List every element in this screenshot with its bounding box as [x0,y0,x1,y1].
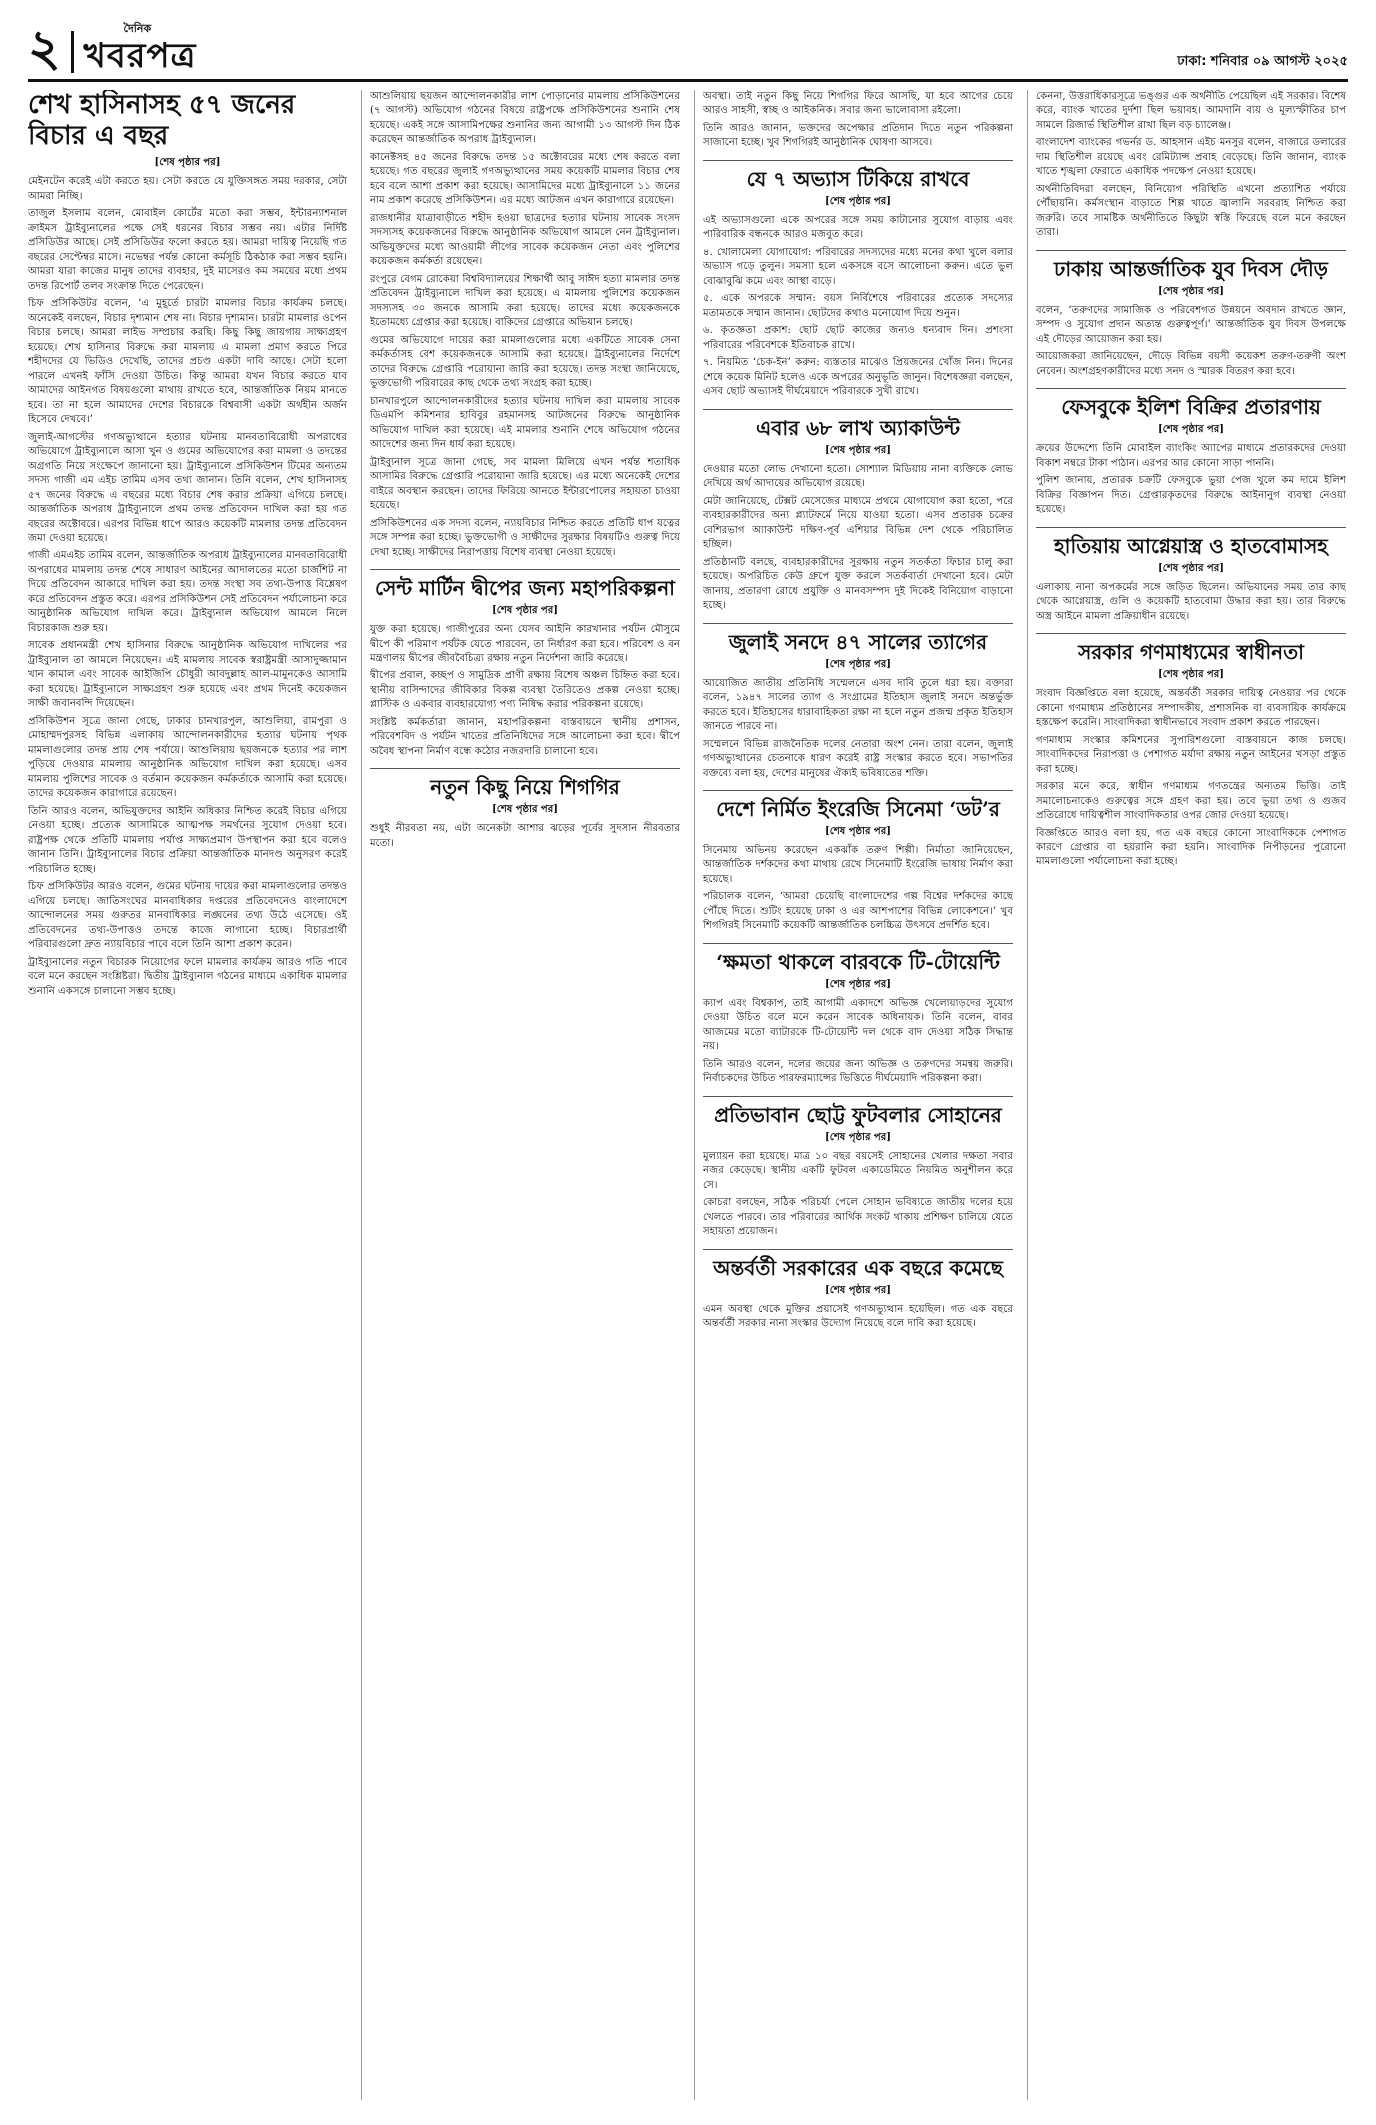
column-3 [694,90,1013,2100]
story-paragraph: চানখারপুলে আন্দোলনকারীদের হত্যার ঘটনায় দাখিল করা মামলায় সাবেক ডিএমপি কমিশনার হাবিবুর রহমানসহ আটজনের বিরুদ্ধে আনুষ্ঠানিক অভিযোগ দাখিল করা হয়েছে। এই মামলার শুনানি শেষে অভিযোগ গঠনের আদেশের জন্য দিন ধার্য করা হয়েছে। [370,395,680,451]
story-paragraph: সংশ্লিষ্ট কর্মকর্তারা জানান, মহাপরিকল্পনা বাস্তবায়নে স্থানীয় প্রশাসন, পরিবেশবিদ ও পর্যটন খাতের প্রতিনিধিদের সঙ্গে আলোচনা করা হবে। দ্বীপে অবৈধ স্থাপনা নির্মাণ বন্ধে কঠোর নজরদারি চালানো হবে। [370,716,680,757]
story-paragraph: অবস্থা। তাই নতুন কিছু নিয়ে শিগগির ফিরে আসছি, যা হবে আগের চেয়ে আরও সাহসী, স্বচ্ছ ও আইকনিক। সবার জন্য ভালোবাসা রইলো। [703,91,1013,117]
story-paragraph: ৫. একে অপরকে সম্মান: বয়স নির্বিশেষে পরিবারের প্রত্যেক সদস্যের মতামতকে সম্মান জানান। ছোটদের কথাও মনোযোগ দিয়ে শুনুন। [703,293,1013,319]
story-paragraph: রংপুরে বেগম রোকেয়া বিশ্ববিদ্যালয়ের শিক্ষার্থী আবু সাঈদ হত্যা মামলার তদন্ত প্রতিবেদন ট্রাইব্যুনালে দাখিল করা হয়েছে। এ মামলায় পুলিশের কয়েকজন সদস্যসহ ৩০ জনকে আসামি করা হয়েছে। তাদের মধ্যে কয়েকজনকে ইতোমধ্যে গ্রেপ্তার করা হয়েছে। বাকিদের গ্রেপ্তারে অভিযান চলছে। [370,273,680,329]
logo-small-text: দৈনিক [123,22,152,35]
continued-label: [শেষ পৃষ্ঠার পর] [825,825,891,837]
story-paragraph: তাজুল ইসলাম বলেন, মোবাইল কোর্টের মতো করা সম্ভব, ইন্টারন্যাশনাল ক্রাইমস ট্রাইব্যুনালের পক্ষে সেই ধরনের বিচার সম্ভব নয়। এটার নির্দিষ্ট প্রসিডিউর আছে। সেই প্রসিডিউর ফলো করতে হয়। আমরা দায়িত্ব নিয়েছি গত বছরের সেপ্টেম্বর মাসে। নভেম্বর পর্যন্ত কোনো কর্মসূচি ঠিকঠাক করা সম্ভব হয়নি। আমরা যারা কাজের মানুষ তাদের ব্যবহার, দুই মাসেরও কম সময়ের মধ্যে প্রথম তদন্ত রিপোর্ট তলব সংক্রান্ত দিতে পেরেছেন। [28,208,347,292]
newspaper-logo [83,20,197,76]
news-story [1036,385,1346,517]
story-paragraph: ৬. কৃতজ্ঞতা প্রকাশ: ছোট ছোট কাজের জন্যও ধন্যবাদ দিন। প্রশংসা পরিবারের পরিবেশকে ইতিবাচক রাখে। [703,325,1013,351]
news-story [703,940,1013,1087]
continued-label: [শেষ পৃষ্ঠার পর] [1158,669,1224,681]
story-paragraph: এমন অবস্থা থেকে মুক্তির প্রয়াসেই গণঅভ্যুত্থান হয়েছিল। গত এক বছরে অন্তর্বর্তী সরকার নানা সংস্কার উদ্যোগ নিয়েছে বলে দাবি করা হয়েছে। [703,1303,1013,1330]
story-paragraph: চিফ প্রসিকিউটর বলেন, ‘এ মুহূর্তে চারটা মামলার বিচার কার্যক্রম চলছে। অনেকেই বলছেন, বিচার দৃশ্যমান শেষ না। বিচার দৃশ্যমান। চারটা মামলার ওপেন বিচার চলছে। আমরা লাইভ সম্প্রচার করছি। কিছু কিছু জায়গায় সাক্ষ্যগ্রহণ হয়েছে। শেখ হাসিনার বিরুদ্ধে করা মামলায় এ মামলা প্রমাণ করতে পিরে শহীদদের যে ভিডিও দেখেছি, তাদের প্রচণ্ড একটা দাবি আছে। সেটা হলো পারলে এখনই ফাঁসি দেওয়া উচিত। কিন্তু আমরা যখন বিচার করতে যাব আমাদের আইনগত বিষয়গুলো মাথায় রাখতে হবে, আন্তর্জাতিক নিয়ম মানতে হবে। তা না হলে আমাদের দেশের বিচারকে বিশ্ববাসী একটা অর্থহীন অর্জন হিসেবে দেখবে।’ [28,298,347,426]
story-paragraph: গণমাধ্যম সংস্কার কমিশনের সুপারিশগুলো বাস্তবায়নে কাজ চলছে। সাংবাদিকদের নিরাপত্তা ও পেশাগত মর্যাদা রক্ষায় নতুন আইনের খসড়া প্রস্তুত করা হচ্ছে। [1036,734,1346,775]
story-headline[interactable]: এবার ৬৮ লাখ অ্যাকাউন্ট [756,415,960,440]
column-4 [1027,90,1346,2100]
column-2 [361,90,680,2100]
story-paragraph: পুলিশ জানায়, প্রতারক চক্রটি ফেসবুকে ভুয়া পেজ খুলে কম দামে ইলিশ বিক্রির বিজ্ঞাপন দিত। গ্রেপ্তারকৃতদের বিরুদ্ধে আইনানুগ ব্যবস্থা নেওয়া হয়েছে। [1036,475,1346,516]
continued-label: [শেষ পৃষ্ঠার পর] [825,658,891,670]
story-divider [703,943,1013,944]
story-paragraph: কানেক্টসহ ৪৫ জনের বিরুদ্ধে তদন্ত ১৫ অক্টোবরের মধ্যে শেষ করতে বলা হয়েছে। গত বছরের জুলাই গণঅভ্যুত্থানের সময় কয়েকটি মামলার বিচার শেষ হবে বলে আশা প্রকাশ করা হয়েছে। আসামিদের মধ্যে ট্রাইব্যুনালে ১১ জনের নাম প্রকাশ করেছে প্রসিকিউশন। এর মধ্যে আটজন এখন কারাগারে রয়েছেন। [370,151,680,207]
story-headline[interactable]: নতুন কিছু নিয়ে শিগগির [430,775,620,800]
story-paragraph: ৭. নিয়মিত ‘চেক-ইন’ করুন: ব্যস্ততার মাঝেও প্রিয়জনের খোঁজ নিন। দিনের শেষে কয়েক মিনিট হলেও একে অপরের অনুভূতি জানুন। বিশেষজ্ঞরা বলছেন, এসব ছোট অভ্যাসই দীর্ঘমেয়াদে পরিবারকে সুখী রাখে। [703,357,1013,398]
continued-label: [শেষ পৃষ্ঠার পর] [825,195,891,207]
news-story [703,1246,1013,1332]
story-paragraph: এলাকায় নানা অপকর্মের সঙ্গে জড়িত ছিলেন। অভিযানের সময় তার কাছ থেকে আগ্নেয়াস্ত্র, গুলি ও কয়েকটি হাতবোমা উদ্ধার করা হয়। তার বিরুদ্ধে অস্ত্র আইনে মামলা প্রক্রিয়াধীন রয়েছে। [1036,581,1346,622]
story-paragraph: বাংলাদেশ ব্যাংকের গভর্নর ড. আহসান এইচ মনসুর বলেন, বাজারে ডলারের দাম স্থিতিশীল রয়েছে এবং রেমিট্যান্স প্রবাহ বেড়েছে। তিনি জানান, ব্যাংক খাতে শৃঙ্খলা ফেরাতে একাধিক পদক্ষেপ নেওয়া হয়েছে। [1036,137,1346,178]
story-paragraph: জুলাই-আগস্টের গণঅভ্যুত্থানে হত্যার ঘটনায় মানবতাবিরোধী অপরাধের অভিযোগে ট্রাইব্যুনালে আসা খুন ও গুমের অভিযোগের করা মামলা ও তদন্তের অগ্রগতি নিয়ে সংক্ষেপে জানানো হয়। ট্রাইব্যুনালে প্রসিকিউশন টিমের অন্যতম সদস্য গাজী এম এইচ তামিম এসব তথ্য জানান। তিনি বলেন, শেখ হাসিনাসহ ৫৭ জনের বিরুদ্ধে এ বছরের মধ্যে বিচার শেষ করার প্রক্রিয়া এগিয়ে চলছে। আন্তর্জাতিক অপরাধ ট্রাইব্যুনালে প্রথম তদন্ত প্রতিবেদন দাখিল করা হয় গত বছরের অক্টোবরে। এরপর বিভিন্ন ধাপে আরও কয়েকটি মামলার তদন্ত প্রতিবেদন জমা দেওয়া হয়েছে। [28,431,347,544]
news-story [1036,524,1346,624]
story-paragraph: দেওয়ার মতো লোভ দেখানো হতো। সোশ্যাল মিডিয়ায় নানা ব্যক্তিকে লোভ দেখিয়ে অর্থ আদায়ের অভিযোগ রয়েছে। [703,463,1013,490]
dateline: ঢাকা: শনিবার ০৯ আগস্ট ২০২৫ [1177,54,1348,69]
story-paragraph: অর্থনীতিবিদরা বলছেন, বিনিয়োগ পরিস্থিতি এখনো প্রত্যাশিত পর্যায়ে পৌঁছায়নি। কর্মসংস্থান বাড়াতে শিল্প খাতে জ্বালানি সরবরাহ নিশ্চিত করা জরুরি। তবে সামষ্টিক অর্থনীতিতে কিছুটা স্বস্তি ফিরেছে বলে মনে করছেন তারা। [1036,183,1346,239]
story-headline[interactable]: প্রতিভাবান ছোট্ট ফুটবলার সোহানের [714,1102,1002,1127]
news-story [1036,90,1346,241]
story-headline[interactable]: হাতিয়ায় আগ্নেয়াস্ত্র ও হাতবোমাসহ [1054,533,1328,558]
story-paragraph: আশুলিয়ায় ছয়জন আন্দোলনকারীর লাশ পোড়ানোর মামলায় প্রসিকিউশনের (৭ আগস্ট) অভিযোগ গঠনের বিষয়ে রাষ্ট্রপক্ষে প্রসিকিউশনের শুনানি শেষ হয়েছে। একই সঙ্গে আসামিপক্ষের শুনানির জন্য আগামী ১৩ আগস্ট দিন ঠিক করেছেন আন্তর্জাতিক অপরাধ ট্রাইব্যুনাল। [370,91,680,146]
news-story [370,90,680,560]
story-paragraph: বলেন, ‘তরুণদের সামাজিক ও পরিবেশগত উন্নয়নে অবদান রাখতে জ্ঞান, সম্পদ ও সুযোগ প্রদান অত্যন্ত গুরুত্বপূর্ণ।’ আন্তর্জাতিক যুব দিবস উপলক্ষে এই দৌড়ের আয়োজন করা হয়। [1036,304,1346,345]
story-divider [703,160,1013,161]
news-story [370,765,680,851]
story-divider [1036,633,1346,634]
story-paragraph: কেননা, উত্তরাধিকারসূত্রে ভঙ্গুর এক অর্থনীতি পেয়েছিল এই সরকার। বিশেষ করে, ব্যাংক খাতের দুর্দশা ছিল ভয়াবহ। আমদানি ব্যয় ও মূল্যস্ফীতির চাপ সামলে রিজার্ভ স্থিতিশীল রাখা ছিল বড় চ্যালেঞ্জ। [1036,91,1346,131]
continued-label: [শেষ পৃষ্ঠার পর] [1158,562,1224,574]
continued-label: [শেষ পৃষ্ঠার পর] [1158,424,1224,436]
story-headline[interactable]: শেখ হাসিনাসহ ৫৭ জনের বিচার এ বছর [28,90,296,152]
story-paragraph: প্রতিষ্ঠানটি বলছে, ব্যবহারকারীদের সুরক্ষায় নতুন সতর্কতা ফিচার চালু করা হয়েছে। অপরিচিত কেউ গ্রুপে যুক্ত করলে সতর্কবার্তা দেখানো হবে। মেটা জানায়, প্রতারণা রোধে প্রযুক্তি ও মানবসম্পদ দুই দিকেই বিনিয়োগ বাড়ানো হচ্ছে। [703,556,1013,612]
story-paragraph: কোচরা বলছেন, সঠিক পরিচর্যা পেলে সোহান ভবিষ্যতে জাতীয় দলের হয়ে খেলতে পারবে। তার পরিবারের আর্থিক সংকট থাকায় প্রশিক্ষণ চালিয়ে যেতে সহায়তা প্রয়োজন। [703,1197,1013,1238]
story-paragraph: তিনি আরও বলেন, দলের জয়ের জন্য অভিজ্ঞ ও তরুণদের সমন্বয় জরুরি। নির্বাচকদের উচিত পারফরম্যান্সের ভিত্তিতে দীর্ঘমেয়াদি পরিকল্পনা করা। [703,1058,1013,1085]
columns-container [28,90,1348,2100]
story-headline[interactable]: সেন্ট মার্টিন দ্বীপের জন্য মহাপরিকল্পনা [375,576,675,601]
story-paragraph: মুল্যায়ন করা হয়েছে। মাত্র ১০ বছর বয়সেই সোহানের খেলার দক্ষতা সবার নজর কেড়েছে। স্থানীয় একটি ফুটবল একাডেমিতে নিয়মিত অনুশীলন করে সে। [703,1150,1013,1191]
continued-label: [শেষ পৃষ্ঠার পর] [492,605,558,617]
story-paragraph: ট্রাইব্যুনাল সূত্রে জানা গেছে, সব মামলা মিলিয়ে এখন পর্যন্ত শতাধিক আসামির বিরুদ্ধে গ্রেপ্তারি পরোয়ানা জারি হয়েছে। এর মধ্যে অনেকেই দেশের বাইরে অবস্থান করছেন। তাদের ফিরিয়ে আনতে ইন্টারপোলের সহায়তা চাওয়া হয়েছে। [370,456,680,512]
news-story [703,620,1013,781]
story-paragraph: সিনেমায় অভিনয় করেছেন একঝাঁক তরুণ শিল্পী। নির্মাতা জানিয়েছেন, আন্তর্জাতিক দর্শকদের কথা মাথায় রেখে সিনেমাটি ইংরেজি ভাষায় নির্মাণ করা হয়েছে। [703,844,1013,885]
story-paragraph: ক্রয়ের উদ্দেশ্যে তিনি মোবাইল ব্যাংকিং অ্যাপের মাধ্যমে প্রতারকদের দেওয়া বিকাশ নম্বরে টাকা পাঠান। এরপর আর কোনো সাড়া পাননি। [1036,443,1346,469]
story-paragraph: শুধুই নীরবতা নয়, এটা অনেকটা আশার ঝড়ের পূর্বের সুদসান নীরবতার মতো। [370,823,680,849]
story-headline[interactable]: ঢাকায় আন্তর্জাতিক যুব দিবস দৌড় [1054,256,1328,281]
story-paragraph: সাবেক প্রধানমন্ত্রী শেখ হাসিনার বিরুদ্ধে আনুষ্ঠানিক অভিযোগ দাখিলের পর ট্রাইব্যুনাল তা আমলে নিয়েছেন। এই মামলায় সাবেক স্বরাষ্ট্রমন্ত্রী আসাদুজ্জামান খান কামাল এবং সাবেক আইজিপি চৌধুরী আবদুল্লাহ আল-মামুনকেও আসামি করা হয়েছে। ট্রাইব্যুনালে সাক্ষ্যগ্রহণ শুরু হয়েছে এবং প্রথম দিনেই কয়েকজন সাক্ষী জবানবন্দি দিয়েছেন। [28,640,347,710]
story-paragraph: এই অভ্যাসগুলো একে অপরের সঙ্গে সময় কাটানোর সুযোগ বাড়ায় এবং পারিবারিক বন্ধনকে আরও মজবুত করে। [703,214,1013,241]
story-paragraph: মেটা জানিয়েছে, টেক্সট মেসেজের মাধ্যমে প্রথমে যোগাযোগ করা হতো, পরে ব্যবহারকারীদের অন্য প্ল্যাটফর্মে নিয়ে যাওয়া হতো। এসব প্রতারক চক্রের বেশিরভাগ অ্যাকাউন্ট দক্ষিণ-পূর্ব এশিয়ার বিভিন্ন দেশ থেকে পরিচালিত হচ্ছিল। [703,495,1013,551]
story-divider [1036,250,1346,251]
news-story [703,406,1013,614]
story-divider [703,790,1013,791]
news-story [703,90,1013,151]
column-1 [28,90,347,2100]
continued-label: [শেষ পৃষ্ঠার পর] [1158,285,1224,297]
story-paragraph: রাজধানীর যাত্রাবাড়ীতে শহীদ হওয়া ছাত্রদের হত্যার ঘটনায় সাবেক সংসদ সদস্যসহ কয়েকজনের বিরুদ্ধে আনুষ্ঠানিক অভিযোগ আমলে নেন ট্রাইব্যুনাল। অভিযুক্তদের মধ্যে আওয়ামী লীগের সাবেক কয়েকজন নেতা এবং পুলিশের কয়েকজন কর্মকর্তা রয়েছেন। [370,212,680,268]
news-story [1036,247,1346,379]
story-paragraph: আয়োজকরা জানিয়েছেন, দৌড়ে বিভিন্ন বয়সী কয়েকশ তরুণ-তরুণী অংশ নেবেন। অংশগ্রহণকারীদের মধ্যে সনদ ও স্মারক বিতরণ করা হবে। [1036,351,1346,377]
story-headline[interactable]: সরকার গণমাধ্যমের স্বাধীনতা [1078,640,1304,665]
story-paragraph: যুক্ত করা হয়েছে। গাজীপুরের অন্য যেসব আইনি কারখানার পর্যটন মৌসুমে দ্বীপে কী পরিমাণ পর্যটক যেতে পারবেন, তা নির্ধারণ করা হবে। পরিবেশ ও বন মন্ত্রণালয় দ্বীপের জীববৈচিত্র্য রক্ষায় নতুন নির্দেশনা জারি করেছে। [370,624,680,664]
story-paragraph: চিফ প্রসিকিউটর আরও বলেন, গুমের ঘটনায় দায়ের করা মামলাগুলোর তদন্তও এগিয়ে চলছে। জাতিসংঘের মানবাধিকার দপ্তরের প্রতিবেদনেও বাংলাদেশে আন্দোলনের সময় গুরুতর মানবাধিকার লঙ্ঘনের তথ্য উঠে এসেছে। ওই প্রতিবেদনের তথ্য-উপাত্তও তদন্তে কাজে লাগানো হচ্ছে। বিচারপ্রার্থী পরিবারগুলো দ্রুত ন্যায়বিচার পাবে বলে তিনি আশা প্রকাশ করেন। [28,881,347,951]
story-paragraph: পরিচালক বলেন, ‘আমরা চেয়েছি বাংলাদেশের গল্প বিশ্বের দর্শকদের কাছে পৌঁছে দিতে। শুটিং হয়েছে ঢাকা ও এর আশপাশের বিভিন্ন লোকেশনে।’ খুব শিগগিরই সিনেমাটি কয়েকটি আন্তর্জাতিক চলচ্চিত্র উৎসবে প্রদর্শিত হবে। [703,891,1013,932]
story-paragraph: সরকার মনে করে, স্বাধীন গণমাধ্যম গণতন্ত্রের অন্যতম ভিত্তি। তাই সমালোচনাকেও গুরুত্বের সঙ্গে গ্রহণ করা হয়। তবে ভুয়া তথ্য ও গুজব প্রতিরোধে দায়িত্বশীল সাংবাদিকতার ওপর জোর দেওয়া হয়েছে। [1036,781,1346,822]
story-divider [703,1249,1013,1250]
story-paragraph: সংবাদ বিজ্ঞপ্তিতে বলা হয়েছে, অন্তর্বর্তী সরকার দায়িত্ব নেওয়ার পর থেকে কোনো গণমাধ্যম প্রতিষ্ঠানের সম্পাদকীয়, প্রশাসনিক বা ব্যবসায়িক কার্যক্রমে হস্তক্ষেপ করেনি। সাংবাদিকরা স্বাধীনভাবে সংবাদ প্রকাশ করতে পারছেন। [1036,688,1346,729]
continued-label: [শেষ পৃষ্ঠার পর] [825,1284,891,1296]
news-story [28,90,347,999]
story-paragraph: ৪. খোলামেলা যোগাযোগ: পরিবারের সদস্যদের মধ্যে মনের কথা খুলে বলার অভ্যাস গড়ে তুলুন। সমস্যা হলে একসঙ্গে বসে আলোচনা করুন। এতে ভুল বোঝাবুঝি কমে এবং আস্থা বাড়ে। [703,246,1013,287]
story-paragraph: তিনি আরও জানান, ভক্তদের অপেক্ষার প্রতিদান দিতে নতুন পরিকল্পনা সাজানো হচ্ছে। খুব শিগগিরই আনুষ্ঠানিক ঘোষণা আসবে। [703,122,1013,149]
continued-label: [শেষ পৃষ্ঠার পর] [492,804,558,816]
story-paragraph: গুমের অভিযোগে দায়ের করা মামলাগুলোর মধ্যে একটিতে সাবেক সেনা কর্মকর্তাসহ বেশ কয়েকজনকে আসামি করা হয়েছে। ট্রাইব্যুনালের নির্দেশে তাদের বিরুদ্ধে গ্রেপ্তারি পরোয়ানা জারি করা হয়েছে। তদন্ত সংস্থা জানিয়েছে, ভুক্তভোগী পরিবারের কাছ থেকে তথ্য সংগ্রহ করা হচ্ছে। [370,334,680,390]
story-headline[interactable]: ফেসবুকে ইলিশ বিক্রির প্রতারণায় [1061,395,1321,420]
story-paragraph: বিজ্ঞপ্তিতে আরও বলা হয়, গত এক বছরে কোনো সাংবাদিককে পেশাগত কারণে গ্রেপ্তার বা হয়রানি করা হয়নি। সাংবাদিক নিপীড়নের পুরোনো মামলাগুলো পর্যালোচনা করা হচ্ছে। [1036,827,1346,868]
story-paragraph: প্রসিকিউশনের এক সদস্য বলেন, ন্যায়বিচার নিশ্চিত করতে প্রতিটি ধাপ যত্নের সঙ্গে সম্পন্ন করা হচ্ছে। ভুক্তভোগী ও সাক্ষীদের সুরক্ষার বিষয়টিও গুরুত্ব দিয়ে দেখা হচ্ছে। সাক্ষীদের নিরাপত্তায় বিশেষ ব্যবস্থা নেওয়া হয়েছে। [370,517,680,558]
story-paragraph: ক্যাপ এবং বিশ্বকাপ, তাই আগামী একাদশে অভিজ্ঞ খেলোয়াড়দের সুযোগ দেওয়া উচিত বলে মনে করেন সাবেক অধিনায়ক। তিনি বলেন, বাবর আজমের মতো ব্যাটারকে টি-টোয়েন্টি দল থেকে বাদ দেওয়া সঠিক সিদ্ধান্ত নয়। [703,997,1013,1053]
story-headline[interactable]: ‘ক্ষমতা থাকলে বারবকে টি-টোয়েন্টি [716,949,1000,974]
logo-main-text: খবরপত্র [83,36,197,76]
story-divider [703,1096,1013,1097]
news-story [703,1093,1013,1240]
story-paragraph: আয়োজিত জাতীয় প্রতিনিধি সম্মেলনে এসব দাবি তুলে ধরা হয়। বক্তারা বলেন, ১৯৪৭ সালের ত্যাগ ও সংগ্রামের ইতিহাস জুলাই সনদে অন্তর্ভুক্ত করতে হবে। ইতিহাসের ধারাবাহিকতা রক্ষা না হলে নতুন প্রজন্ম প্রকৃত ইতিহাস জানতে পারবে না। [703,677,1013,733]
news-story [1036,630,1346,870]
story-paragraph: তিনি আরও বলেন, অভিযুক্তদের আইনি অধিকার নিশ্চিত করেই বিচার এগিয়ে নেওয়া হচ্ছে। প্রত্যেক আসামিকে আত্মপক্ষ সমর্থনের সুযোগ দেওয়া হবে। রাষ্ট্রপক্ষ থেকে প্রতিটি মামলায় পর্যাপ্ত সাক্ষ্যপ্রমাণ উপস্থাপন করা হবে বলেও জানান তিনি। ট্রাইব্যুনালের বিচার প্রক্রিয়া আন্তর্জাতিক মানদণ্ড অনুসরণ করেই পরিচালিত হচ্ছে। [28,805,347,875]
continued-label: [শেষ পৃষ্ঠার পর] [825,1131,891,1143]
story-paragraph: মেইনটেন করেই এটা করতে হয়। সেটা করতে যে যুক্তিসঙ্গত সময় দরকার, সেটা আমরা নিচ্ছি। [28,176,347,202]
story-divider [1036,388,1346,389]
masthead [28,18,1348,82]
story-headline[interactable]: অন্তর্বর্তী সরকারের এক বছরে কমেছে [713,1255,1003,1280]
story-paragraph: গাজী এমএইচ তামিম বলেন, আন্তর্জাতিক অপরাধ ট্রাইব্যুনালের মানবতাবিরোধী অপরাধের মামলায় তদন্ত শেষে সাধারণ আইনের আদালতের মতো চার্জশিট না দিয়ে প্রতিবেদন আকারে দাখিল করা হয়। তদন্ত সংস্থা সব তথ্য-উপাত্ত বিশ্লেষণ করে প্রতিবেদন প্রস্তুত করে। এরপর প্রসিকিউশন সেই প্রতিবেদন পর্যালোচনা করে আনুষ্ঠানিক অভিযোগ দাখিল করে। ট্রাইব্যুনাল অভিযোগ আমলে নিলে বিচারকাজ শুরু হয়। [28,550,347,634]
masthead-divider [71,31,74,73]
story-divider [1036,527,1346,528]
story-paragraph: ট্রাইব্যুনালের নতুন বিচারক নিয়োগের ফলে মামলার কার্যক্রম আরও গতি পাবে বলে মনে করছেন সংশ্লিষ্টরা। দ্বিতীয় ট্রাইব্যুনাল গঠনের মাধ্যমে একাধিক মামলার শুনানি একসঙ্গে চালানো সম্ভব হচ্ছে। [28,956,347,997]
continued-label: [শেষ পৃষ্ঠার পর] [154,157,221,169]
story-divider [370,768,680,769]
continued-label: [শেষ পৃষ্ঠার পর] [825,444,891,456]
story-headline[interactable]: জুলাই সনদে ৪৭ সালের ত্যাগের [728,629,988,654]
story-headline[interactable]: যে ৭ অভ্যাস টিকিয়ে রাখবে [746,166,970,191]
news-story [370,566,680,759]
page-number: ২ [28,18,61,77]
news-story [703,157,1013,400]
story-paragraph: প্রসিকিউশন সূত্রে জানা গেছে, ঢাকার চানখারপুল, আশুলিয়া, রামপুরা ও মোহাম্মদপুরসহ বিভিন্ন এলাকায় আন্দোলনকারীদের হত্যার ঘটনায় পৃথক মামলাগুলোর তদন্ত প্রায় শেষ পর্যায়ে। আশুলিয়ায় ছয়জনকে হত্যার পর লাশ পুড়িয়ে দেওয়ার মামলায় আনুষ্ঠানিক অভিযোগ দাখিল করা হয়েছে। এসব মামলায় পুলিশের সাবেক ও বর্তমান কয়েকজন কর্মকর্তাকে আসামি করা হয়েছে। তাদের কয়েকজন কারাগারে রয়েছেন। [28,715,347,800]
story-divider [703,409,1013,410]
story-divider [703,623,1013,624]
continued-label: [শেষ পৃষ্ঠার পর] [825,978,891,990]
story-divider [370,569,680,570]
story-paragraph: সম্মেলনে বিভিন্ন রাজনৈতিক দলের নেতারা অংশ নেন। তারা বলেন, জুলাই গণঅভ্যুত্থানের চেতনাকে ধারণ করেই রাষ্ট্র সংস্কার করতে হবে। সভাপতির বক্তব্যে বলা হয়, দেশের মানুষের ঐক্যই ভবিষ্যতের শক্তি। [703,738,1013,779]
masthead-left [28,18,197,77]
story-paragraph: দ্বীপের প্রবাল, কচ্ছপ ও সামুদ্রিক প্রাণী রক্ষায় বিশেষ অঞ্চল চিহ্নিত করা হবে। স্থানীয় বাসিন্দাদের জীবিকার বিকল্প ব্যবস্থা তৈরিতেও প্রকল্প নেওয়া হচ্ছে। প্লাস্টিক ও একবার ব্যবহারযোগ্য পণ্য নিষিদ্ধ করার পরিকল্পনা রয়েছে। [370,670,680,711]
story-headline[interactable]: দেশে নির্মিত ইংরেজি সিনেমা ‘ডট’র [716,796,1000,821]
news-story [703,787,1013,934]
